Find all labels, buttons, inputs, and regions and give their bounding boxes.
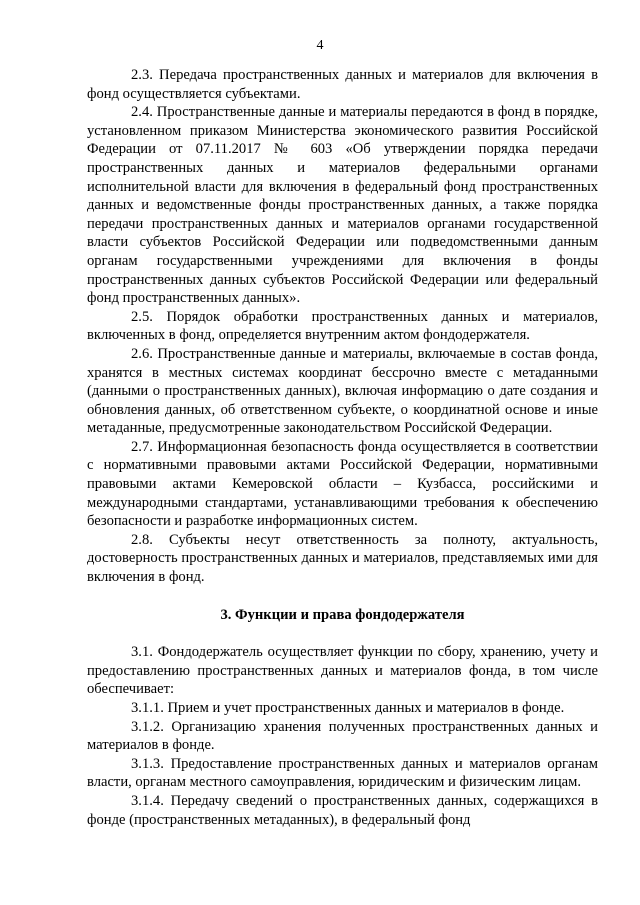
paragraph-2-8: 2.8. Субъекты несут ответственность за полноту, актуальность, достоверность пространственных данных и материалов, представляемых ими для включения в фонд. <box>87 531 598 586</box>
section-3-heading: 3. Функции и права фондодержателя <box>220 606 465 623</box>
paragraph-2-5: 2.5. Порядок обработки пространственных данных и материалов, включенных в фонд, определяется внутренним актом фондодержателя. <box>87 308 598 344</box>
paragraph-3-1-4: 3.1.4. Передачу сведений о пространственных данных, содержащихся в фонде (пространственных метаданных), в федеральный фонд <box>87 792 598 828</box>
paragraph-2-4: 2.4. Пространственные данные и материалы передаются в фонд в порядке, установленном приказом Министерства экономического развития Российской Федерации от 07.11.2017 № 603 «Об утверждении порядка передачи пространственных данных и материалов федеральными органами исполнительной власти для включения в федеральный фонд пространственных данных и ведомственные фонды пространственных данных, а также порядка передачи пространственных данных и материалов органами государственной власти субъектов Российской Федерации или подведомственными данным органам государственными учреждениями для включения в фонды пространственных данных субъектов Российской Федерации или федеральный фонд пространственных данных». <box>87 104 598 307</box>
paragraph-3-1-1: 3.1.1. Прием и учет пространственных данных и материалов в фонде. <box>131 700 565 716</box>
paragraph-3-1: 3.1. Фондодержатель осуществляет функции по сбору, хранению, учету и предоставлению пространственных данных и материалов фонда, в том числе обеспечивает: <box>87 644 598 698</box>
paragraph-2-6: 2.6. Пространственные данные и материалы, включаемые в состав фонда, хранятся в местных системах координат бессрочно вместе с метаданными (данными о пространственных данных), включая информацию о дате создания и обновления данных, об ответственном субъекте, о координатной основе и иные метаданные, предусмотренные законодательством Российской Федерации. <box>87 345 598 437</box>
paragraph-3-1-3: 3.1.3. Предоставление пространственных данных и материалов органам власти, органам местного самоуправления, юридическим и физическим лицам. <box>87 755 598 791</box>
paragraph-3-1-2: 3.1.2. Организацию хранения полученных пространственных данных и материалов в фонде. <box>87 718 598 754</box>
paragraph-2-7: 2.7. Информационная безопасность фонда осуществляется в соответствии с нормативными правовыми актами Российской Федерации, нормативными правовыми актами Кемеровской области – Кузбасса, российскими и международными стандартами, устанавливающими требования к обеспечению безопасности и разработке информационных систем. <box>87 438 598 530</box>
document-body <box>87 66 598 829</box>
paragraph-2-3: 2.3. Передача пространственных данных и материалов для включения в фонд осуществляется субъектами. <box>87 67 598 102</box>
page-number: 4 <box>316 38 324 53</box>
